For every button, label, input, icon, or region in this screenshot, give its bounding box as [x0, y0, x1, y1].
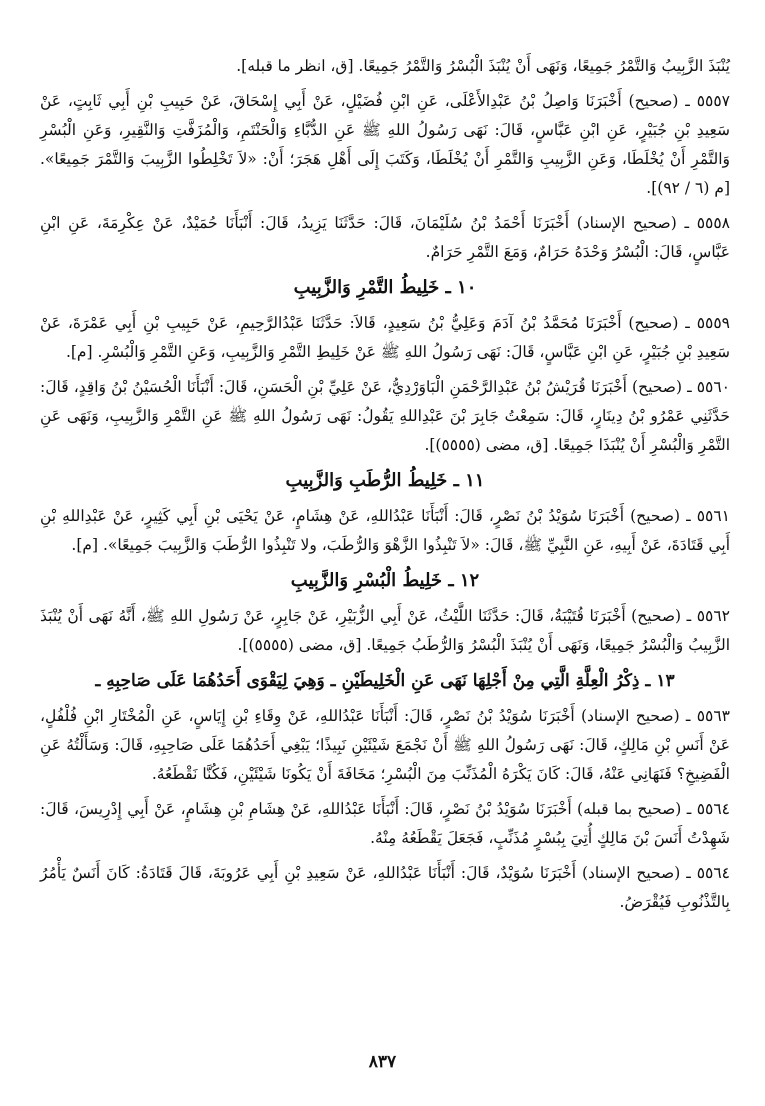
hadith-5564-second: ٥٥٦٤ ـ (صحيح الإسناد) أَخْبَرَنَا سُوَيْدٌ، قَالَ: أَنْبَأَنَا عَبْدُاللهِ، عَنْ سَعِيدِ بْنِ أَبِي عَرُوبَةَ، قَالَ قَتَادَةُ: كَانَ أَنَسٌ يَأْمُرُ بِالتَّذْنُوبِ فَيُقْرَضُ.	[40, 864, 730, 911]
chapter-heading-10: ١٠ ـ خَلِيطُ التَّمْرِ وَالزَّبِيبِ	[293, 277, 477, 298]
hadith-5562: ٥٥٦٢ ـ (صحيح) أَخْبَرَنَا قُتَيْبَةُ، قَالَ: حَدَّثَنَا اللَّيْثُ، عَنْ أَبِي الزُّبَيْرِ، عَنْ جَابِرٍ، عَنْ رَسُولِ اللهِ ﷺ، أَنَّهُ نَهَى أَنْ يُنْبَذَ الزَّبِيبُ وَالْبُسْرُ جَمِيعًا، وَنَهَى أَنْ يُنْبَذَ الْبُسْرُ وَالرُّطَبُ جَمِيعًا. [ق، مضى (٥٥٥٥)].	[40, 607, 730, 654]
hadith-5561: ٥٥٦١ ـ (صحيح) أَخْبَرَنَا سُوَيْدُ بْنُ نَصْرٍ، قَالَ: أَنْبَأَنَا عَبْدُاللهِ، عَنْ هِشَامٍ، عَنْ يَحْيَى بْنِ أَبِي كَثِيرٍ، عَنْ عَبْدِاللهِ بْنِ أَبِي قَتَادَةَ، عَنْ أَبِيهِ، عَنِ النَّبِيِّ ﷺ، قَالَ: «لاَ تَنْبِذُوا الزَّهْوَ وَالرُّطَبَ، ولا تَنْبِذُوا الرُّطَبَ وَالزَّبِيبَ جَمِيعًا». [م].	[40, 507, 730, 554]
chapter-heading-12: ١٢ ـ خَلِيطُ الْبُسْرِ وَالزَّبِيبِ	[290, 570, 480, 591]
chapter-heading-11: ١١ ـ خَلِيطُ الرُّطَبِ وَالزَّبِيبِ	[285, 470, 485, 491]
hadith-5560: ٥٥٦٠ ـ (صحيح) أَخْبَرَنَا قُرَيْشُ بْنُ عَبْدِالرَّحْمَنِ الْبَاوَرْدِيُّ، عَنْ عَلِيِّ بْنِ الْحَسَنِ، قَالَ: أَنْبَأَنَا الْحُسَيْنُ بْنُ وَاقِدٍ، قَالَ: حَدَّثَنِي عَمْرُو بْنُ دِينَارٍ، قَالَ: سَمِعْتُ جَابِرَ بْنَ عَبْدِاللهِ يَقُولُ: نَهَى رَسُولُ اللهِ ﷺ عَنِ التَّمْرِ وَالزَّبِيبِ، وَنَهَى عَنِ التَّمْرِ وَالْبُسْرِ أَنْ يُنْبَذَا جَمِيعًا. [ق، مضى (٥٥٥٥)].	[40, 378, 730, 454]
hadith-5557: ٥٥٥٧ ـ (صحيح) أَخْبَرَنَا وَاصِلُ بْنُ عَبْدِالأَعْلَى، عَنِ ابْنِ فُضَيْلٍ، عَنْ أَبِي إِسْحَاقَ، عَنْ حَبِيبِ بْنِ أَبِي ثَابِتٍ، عَنْ سَعِيدِ بْنِ جُبَيْرٍ، عَنِ ابْنِ عَبَّاسٍ، قَالَ: نَهَى رَسُولُ اللهِ ﷺ عَنِ الدُّبَّاءِ وَالْحَنْتَمِ، وَالْمُزَفَّتِ وَالنَّقِيرِ، وَعَنِ الْبُسْرِ وَالتَّمْرِ أَنْ يُخْلَطَا، وَعَنِ الزَّبِيبِ وَالتَّمْرِ أَنْ يُخْلَطَا، وَكَتَبَ إِلَى أَهْلِ هَجَرَ؛ أَنْ: «لاَ تَخْلِطُوا الزَّبِيبَ وَالتَّمْرَ جَمِيعًا». [م (٦ / ٩٢)].	[40, 92, 731, 197]
hadith-5563: ٥٥٦٣ ـ (صحيح الإسناد) أَخْبَرَنَا سُوَيْدُ بْنُ نَصْرٍ، قَالَ: أَنْبَأَنَا عَبْدُاللهِ، عَنْ وِقَاءِ بْنِ إِيَاسٍ، عَنِ الْمُخْتَارِ ابْنِ فُلْفُلٍ، عَنْ أَنَسِ بْنِ مَالِكٍ، قَالَ: نَهَى رَسُولُ اللهِ ﷺ أَنْ نَجْمَعَ شَيْئَيْنِ نَبِيذًا؛ يَبْغِي أَحَدُهُمَا عَلَى صَاحِبِهِ، قَالَ: وَسَأَلْتُهُ عَنِ الْفَضِيخِ؟ فَنَهَانِي عَنْهُ، قَالَ: كَانَ يَكْرَهُ الْمُذَنِّبَ مِنَ الْبُسْرِ؛ مَخَافَةَ أَنْ يَكُونَا شَيْئَيْنِ، فَكُنَّا نَقْطَعُهُ.	[40, 707, 730, 783]
book-page	[40, 52, 730, 1066]
page-number: ٨٣٧	[368, 1052, 397, 1072]
hadith-continuation: يُنْبَذَ الزَّبِيبُ وَالتَّمْرُ جَمِيعًا، وَنَهَى أَنْ يُنْبَذَ الْبُسْرُ وَالتَّمْرُ جَمِيعًا. [ق، انظر ما قبله].	[236, 57, 730, 75]
hadith-5558: ٥٥٥٨ ـ (صحيح الإسناد) أَخْبَرَنَا أَحْمَدُ بْنُ سُلَيْمَانَ، قَالَ: حَدَّثَنَا يَزِيدُ، قَالَ: أَنْبَأَنَا حُمَيْدٌ، عَنْ عِكْرِمَةَ، عَنِ ابْنِ عَبَّاسٍ، قَالَ: الْبُسْرُ وَحْدَهُ حَرَامٌ، وَمَعَ التَّمْرِ حَرَامٌ.	[40, 214, 730, 261]
hadith-5559: ٥٥٥٩ ـ (صحيح) أَخْبَرَنَا مُحَمَّدُ بْنُ آدَمَ وَعَلِيُّ بْنُ سَعِيدٍ، قَالاَ: حَدَّثَنَا عَبْدُالرَّحِيمِ، عَنْ حَبِيبِ بْنِ أَبِي عَمْرَةَ، عَنْ سَعِيدِ بْنِ جُبَيْرٍ، عَنِ ابْنِ عَبَّاسٍ، قَالَ: نَهَى رَسُولُ اللهِ ﷺ عَنْ خَلِيطِ التَّمْرِ وَالزَّبِيبِ، وَعَنِ التَّمْرِ وَالْبُسْرِ. [م].	[40, 314, 730, 361]
hadith-5564-first: ٥٥٦٤ ـ (صحيح بما قبله) أَخْبَرَنَا سُوَيْدُ بْنُ نَصْرٍ، قَالَ: أَنْبَأَنَا عَبْدُاللهِ، عَنْ هِشَامِ بْنِ هِشَامٍ، عَنْ أَبِي إِدْرِيسَ، قَالَ: شَهِدْتُ أَنَسَ بْنَ مَالِكٍ أُتِيَ بِبُسْرٍ مُذَنِّبٍ، فَجَعَلَ يَقْطَعُهُ مِنْهُ.	[40, 800, 730, 847]
chapter-heading-13: ١٣ ـ ذِكْرُ الْعِلَّةِ الَّتِي مِنْ أَجْلِهَا نَهَى عَنِ الْخَلِيطَيْنِ ـ وَهِيَ لِيَقْوَى أَحَدُهُمَا عَلَى صَاحِبِهِ ـ	[95, 671, 675, 691]
